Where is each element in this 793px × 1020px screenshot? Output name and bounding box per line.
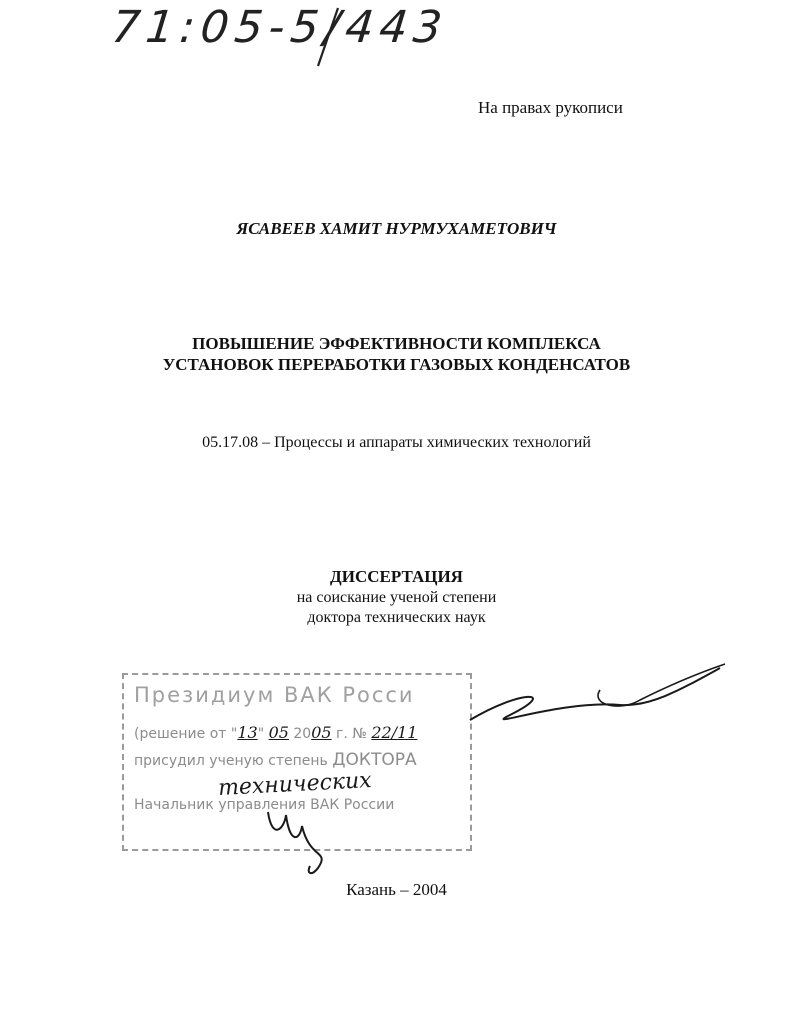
stamp-year: 05: [311, 723, 332, 742]
stamp-day: 13: [237, 723, 258, 742]
degree-line-2: доктора технических наук: [307, 609, 486, 626]
document-type: ДИССЕРТАЦИЯ: [330, 567, 463, 586]
stamp-signatory: Начальник управления ВАК России: [134, 797, 395, 813]
stamp-number: 22/11: [371, 723, 418, 742]
specialty: 05.17.08 – Процессы и аппараты химических технологий: [202, 434, 591, 451]
stamp-decision-line: (решение от "13" 05 2005 г. № 22/11: [134, 723, 418, 742]
rights-note: На правах рукописи: [478, 98, 623, 117]
author-name: ЯСАВЕЕВ ХАМИТ НУРМУХАМЕТОВИЧ: [236, 219, 557, 238]
stamp-degree-word: ДОКТОРА: [332, 750, 417, 770]
stamp-header: Президиум ВАК Росси: [134, 683, 415, 707]
main-signature-loop: [598, 664, 725, 706]
archive-number: 71:05-5/443: [109, 2, 451, 53]
stamp-month: 05: [268, 723, 289, 742]
handwritten-field: технических: [217, 767, 373, 802]
stamp-decision-prefix: (решение от: [134, 726, 227, 742]
main-signature: [470, 668, 720, 720]
degree-line-1: на соискание ученой степени: [296, 589, 497, 606]
small-signature: [268, 812, 322, 873]
archive-slash: [318, 8, 338, 66]
stamp-award-prefix: присудил ученую степень: [134, 753, 328, 769]
city-year: Казань – 2004: [346, 880, 447, 899]
title-line-1: ПОВЫШЕНИЕ ЭФФЕКТИВНОСТИ КОМПЛЕКСА: [192, 334, 601, 353]
title-line-2: УСТАНОВОК ПЕРЕРАБОТКИ ГАЗОВЫХ КОНДЕНСАТОВ: [162, 355, 631, 374]
